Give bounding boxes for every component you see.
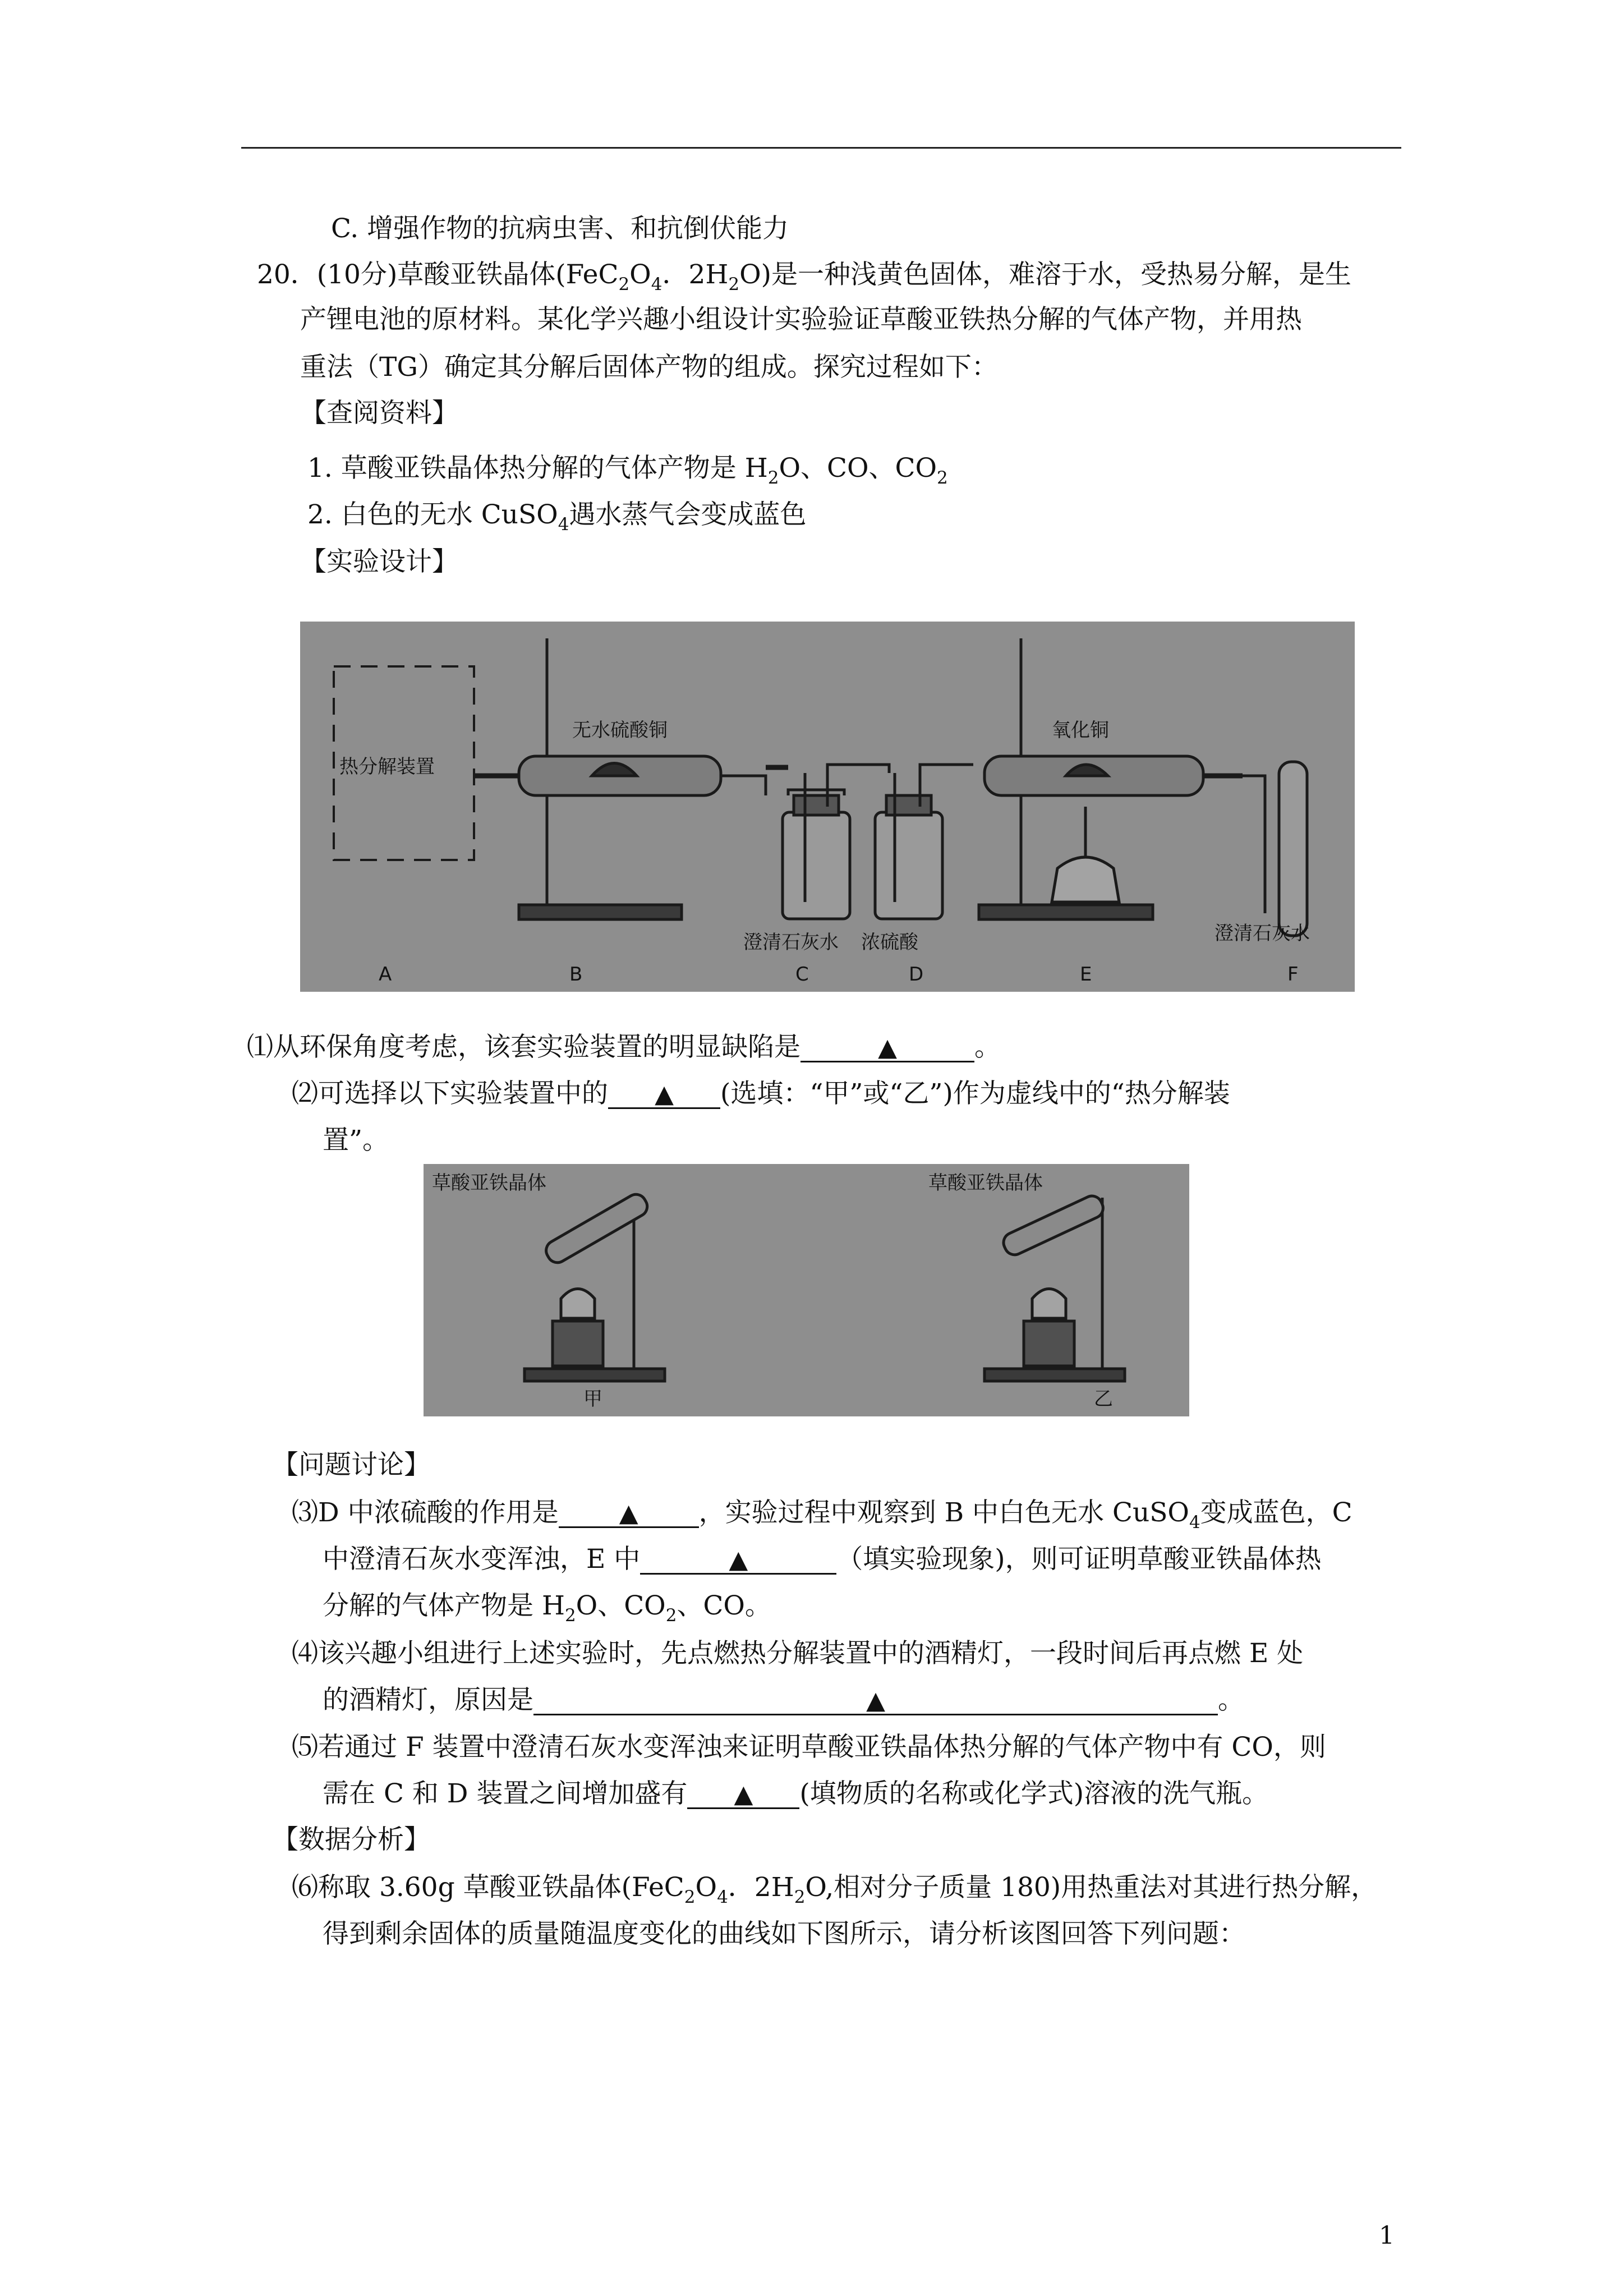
answer-blank-4[interactable]: ▲ — [533, 1685, 1218, 1715]
label-copper-oxide: 氧化铜 — [1052, 719, 1109, 742]
letter-d: D — [909, 963, 924, 986]
label-limewater-c: 澄清石灰水 — [743, 931, 839, 954]
question-1: ⑴从环保角度考虑，该套实验装置的明显缺陷是 ▲ 。 — [247, 1032, 1001, 1062]
heading-discussion: 【问题讨论】 — [272, 1450, 430, 1480]
question-2: ⑵可选择以下实验装置中的 ▲ (选填：“甲”或“乙”)作为虚线中的“热分解装 — [292, 1078, 1230, 1109]
info-1: 1. 草酸亚铁晶体热分解的气体产物是 $H_2O$、CO、$CO_2$ — [307, 453, 948, 488]
info-2: 2. 白色的无水 CuSO$_4$遇水蒸气会变成蓝色 — [307, 499, 807, 535]
q20-line-2: 产锂电池的原材料。某化学兴趣小组设计实验验证草酸亚铁热分解的气体产物，并用热 — [300, 304, 1302, 335]
answer-blank-5[interactable]: ▲ — [687, 1778, 799, 1809]
caption-jia: 甲 — [583, 1388, 602, 1410]
page-number: 1 — [1379, 2221, 1395, 2250]
letter-a: A — [379, 963, 392, 986]
letter-f: F — [1287, 963, 1299, 986]
answer-blank-3b[interactable]: ▲ — [640, 1544, 836, 1575]
answer-blank-1[interactable]: ▲ — [801, 1032, 974, 1062]
question-6-line-2: 得到剩余固体的质量随温度变化的曲线如下图所示，请分析该图回答下列问题： — [323, 1918, 1245, 1949]
question-2-cont: 置”。 — [323, 1125, 389, 1156]
question-4: ⑷该兴趣小组进行上述实验时，先点燃热分解装置中的酒精灯，一段时间后再点燃 E 处 — [292, 1638, 1304, 1669]
letter-c: C — [795, 963, 809, 986]
heading-data-analysis: 【数据分析】 — [272, 1824, 430, 1855]
header-rule — [241, 147, 1401, 149]
heading-design: 【实验设计】 — [300, 546, 458, 577]
label-crystal-left: 草酸亚铁晶体 — [432, 1172, 546, 1194]
apparatus-figure — [300, 622, 1355, 992]
label-conc-acid-d: 浓硫酸 — [861, 931, 918, 954]
label-anhydrous-cuso4: 无水硫酸铜 — [572, 719, 668, 742]
question-3-line-2: 中澄清石灰水变浑浊，E 中 ▲ （填实验现象)，则可证明草酸亚铁晶体热 — [323, 1544, 1322, 1575]
label-crystal-right: 草酸亚铁晶体 — [928, 1172, 1043, 1194]
answer-blank-3a[interactable]: ▲ — [559, 1497, 699, 1528]
heating-options-figure — [424, 1164, 1189, 1416]
heading-info: 【查阅资料】 — [300, 398, 458, 429]
question-5: ⑸若通过 F 装置中澄清石灰水变浑浊来证明草酸亚铁晶体热分解的气体产物中有 CO，则 — [292, 1732, 1326, 1763]
question-6: ⑹称取 3.60g 草酸亚铁晶体($FeC_2O_4$．$2H_2O$,相对分子质量 180)用热重法对其进行热分解， — [292, 1872, 1378, 1907]
letter-b: B — [569, 963, 583, 986]
answer-blank-2[interactable]: ▲ — [608, 1078, 720, 1109]
question-5-line-2: 需在 C 和 D 装置之间增加盛有 ▲ (填物质的名称或化学式)溶液的洗气瓶。 — [323, 1778, 1269, 1809]
question-3: ⑶D 中浓硫酸的作用是 ▲ ，实验过程中观察到 B 中白色无水 CuSO$_4$变成蓝色，C — [292, 1497, 1352, 1533]
label-thermal-unit: 热分解装置 — [339, 756, 435, 778]
question-3-line-3: 分解的气体产物是 $H_2O$、$CO_2$、CO。 — [323, 1590, 771, 1626]
option-c: C. 增强作物的抗病虫害、和抗倒伏能力 — [331, 213, 789, 244]
question-4-line-2: 的酒精灯，原因是 ▲ 。 — [323, 1685, 1244, 1715]
letter-e: E — [1080, 963, 1092, 986]
label-limewater-f: 澄清石灰水 — [1214, 922, 1310, 945]
q20-line-1: 20．(10分)草酸亚铁晶体($FeC_2O_4$．$2H_2O$)是一种浅黄色固体，难溶于水，受热易分解，是生 — [257, 259, 1351, 295]
q20-line-3: 重法（TG）确定其分解后固体产物的组成。探究过程如下： — [300, 352, 998, 383]
caption-yi: 乙 — [1094, 1388, 1113, 1410]
